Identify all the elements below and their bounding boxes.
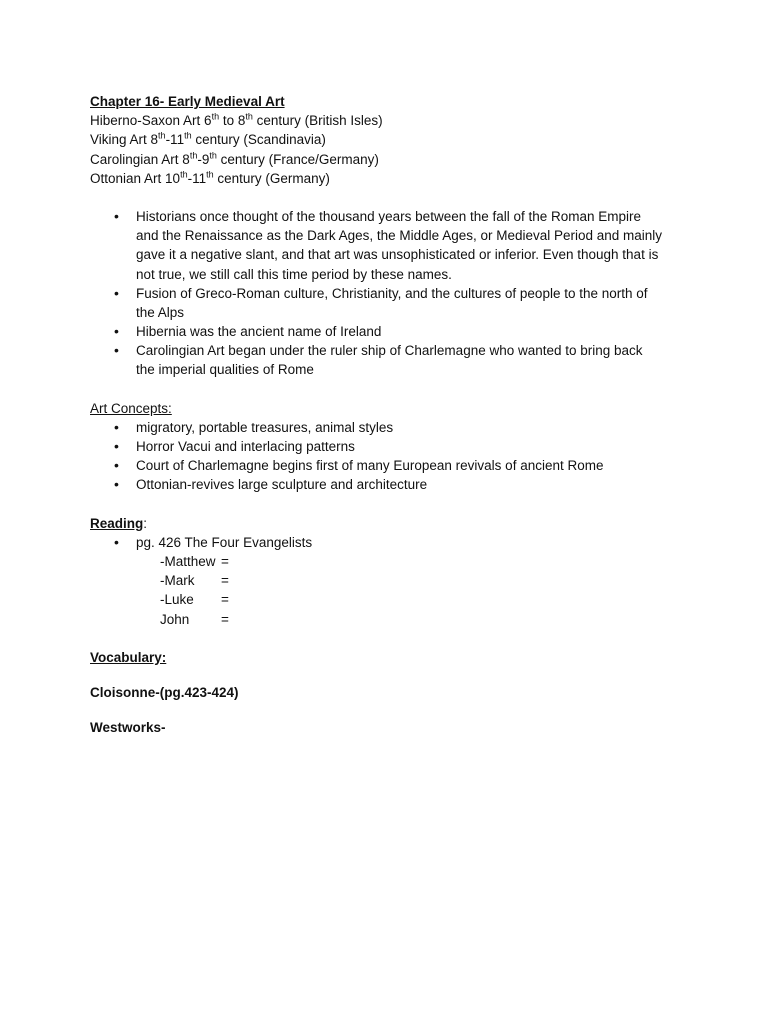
list-item: • pg. 426 The Four Evangelists (90, 533, 690, 552)
list-item: • Ottonian-revives large sculpture and architecture (90, 475, 690, 494)
reading-list (90, 533, 690, 552)
list-item: • migratory, portable treasures, animal styles (90, 418, 690, 437)
list-item: • Horror Vacui and interlacing patterns (90, 437, 690, 456)
evangelist-row: -Luke = (160, 592, 229, 608)
list-item: • Carolingian Art began under the ruler ship of Charlemagne who wanted to bring back the imperial qualities of Rome (90, 341, 690, 379)
list-item: • Court of Charlemagne begins first of many European revivals of ancient Rome (90, 456, 690, 475)
vocabulary-term: Cloisonne-(pg.423-424) (90, 684, 239, 700)
period-line: Ottonian Art 10th-11th century (Germany) (90, 169, 330, 186)
art-concepts-list (90, 418, 690, 495)
evangelist-row: -Mark = (160, 573, 229, 589)
period-line: Hiberno-Saxon Art 6th to 8th century (British Isles) (90, 111, 383, 129)
document-content (90, 92, 690, 737)
chapter-title: Chapter 16- Early Medieval Art (90, 94, 285, 109)
evangelist-row: John = (160, 611, 229, 627)
period-line: Viking Art 8th-11th century (Scandinavia) (90, 130, 326, 148)
period-line: Carolingian Art 8th-9th century (France/Germany) (90, 150, 379, 167)
reading-heading: Reading: (90, 515, 148, 531)
art-concepts-heading: Art Concepts: (90, 400, 172, 416)
evangelist-row: -Matthew = (160, 553, 229, 569)
vocabulary-heading: Vocabulary: (90, 649, 167, 665)
intro-bullet-list (90, 207, 690, 380)
list-item: • Fusion of Greco-Roman culture, Christianity, and the cultures of people to the north of the Alps (90, 284, 690, 322)
list-item: • Historians once thought of the thousand years between the fall of the Roman Empire and the Renaissance as the Dark Ages, the Middle Ages, or Medieval Period and mainly gave it a negative slant, and that art was unsophisticated or inferior. Even though that is not true, we still call this time period by these names. (90, 207, 690, 284)
vocabulary-term: Westworks- (90, 720, 166, 736)
list-item: • Hibernia was the ancient name of Ireland (90, 322, 690, 341)
